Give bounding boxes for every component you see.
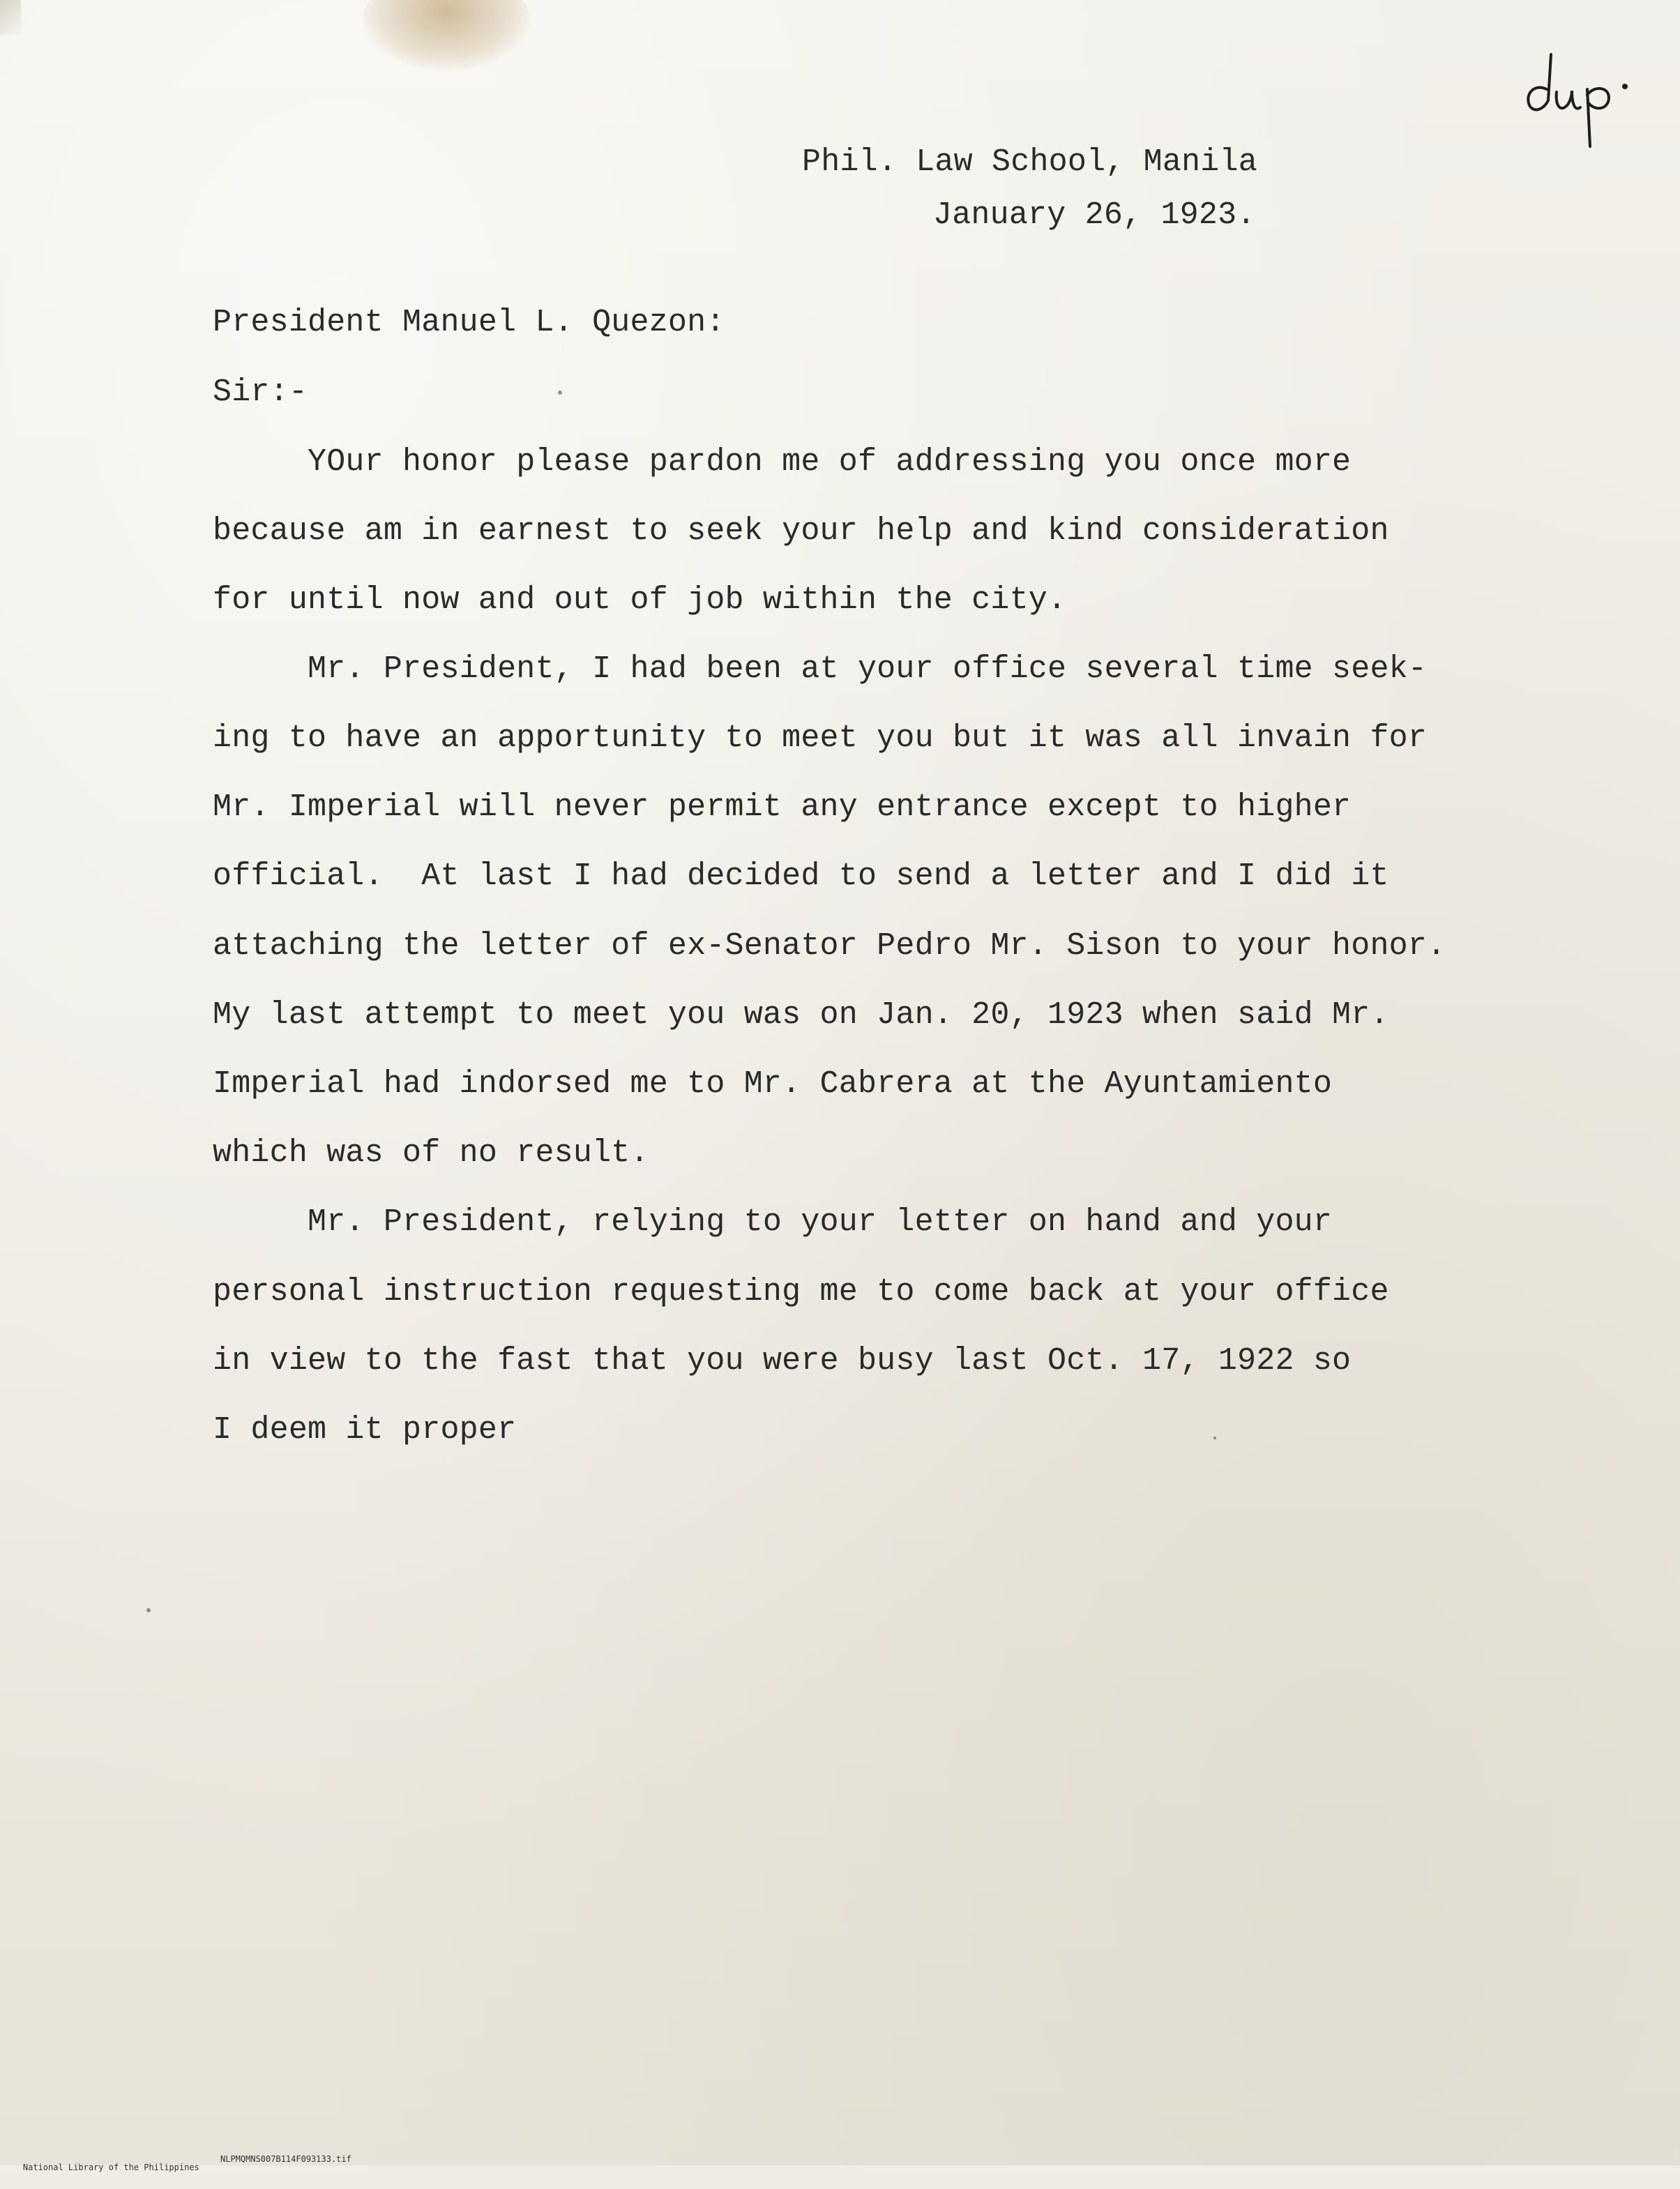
greeting-line: Sir:- (213, 374, 308, 410)
handwritten-note-dup (1520, 49, 1646, 153)
body-line: Mr. President, relying to your letter on hand and your (213, 1204, 1333, 1240)
body-line: for until now and out of job within the city. (213, 582, 1067, 618)
body-line: because am in earnest to seek your help and kind consideration (213, 513, 1389, 549)
letterhead-place: Phil. Law School, Manila (802, 144, 1257, 180)
footer-filename: NLPMQMNS007B114F093133.tif (220, 2154, 351, 2164)
paper-speck (146, 1608, 151, 1612)
body-line: in view to the fast that you were busy last Oct. 17, 1922 so (213, 1343, 1352, 1379)
body-line: personal instruction requesting me to come back at your office (213, 1274, 1389, 1310)
paper-speck (1213, 1437, 1216, 1439)
body-line: Mr. Imperial will never permit any entrance except to higher (213, 789, 1352, 825)
body-line: which was of no result. (213, 1135, 649, 1171)
body-line: My last attempt to meet you was on Jan. 20, 1923 when said Mr. (213, 997, 1389, 1033)
body-line: I deem it proper (213, 1412, 517, 1448)
body-line: official. At last I had decided to send a letter and I did it (213, 858, 1389, 894)
body-line: ing to have an apportunity to meet you but it was all invain for (213, 720, 1428, 756)
addressee-line: President Manuel L. Quezon: (213, 305, 725, 340)
paper-stain (363, 0, 530, 70)
body-line: Imperial had indorsed me to Mr. Cabrera at the Ayuntamiento (213, 1066, 1333, 1102)
body-line: attaching the letter of ex-Senator Pedro Mr. Sison to your honor. (213, 928, 1446, 964)
body-line: YOur honor please pardon me of addressing you once more (213, 444, 1352, 480)
footer-library: National Library of the Philippines (22, 2163, 199, 2172)
letterhead-date: January 26, 1923. (933, 197, 1256, 233)
paper-corner-fold (0, 0, 21, 35)
archive-footer (3, 2154, 351, 2188)
body-line: Mr. President, I had been at your office several time seek- (213, 651, 1428, 687)
paper-speck (558, 391, 562, 395)
